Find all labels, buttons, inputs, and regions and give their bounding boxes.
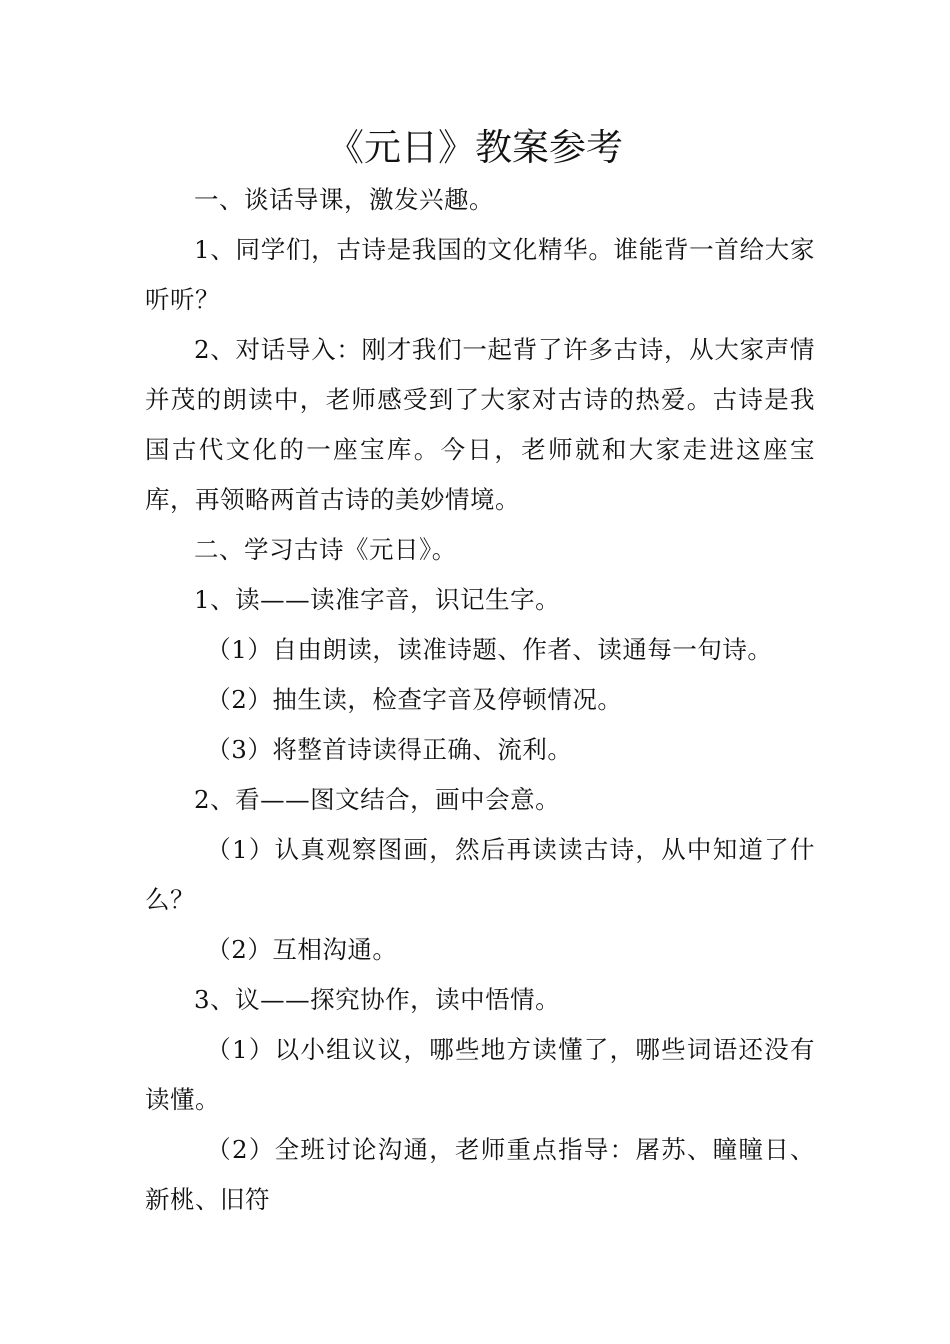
- step-read-item-1: （1）自由朗读，读准诗题、作者、读通每一句诗。: [206, 635, 773, 664]
- document-body: [145, 175, 815, 1225]
- paragraph-2: 2、对话导入：刚才我们一起背了许多古诗，从大家声情并茂的朗读中，老师感受到了大家对古诗的热爱。古诗是我国古代文化的一座宝库。今日，老师就和大家走进这座宝库，再领略两首古诗的美妙情境。: [145, 335, 815, 514]
- step-look: 2、看——图文结合，画中会意。: [194, 785, 561, 814]
- paragraph-1: 1、同学们，古诗是我国的文化精华。谁能背一首给大家听听？: [145, 235, 815, 314]
- section-heading-1: 一、谈话导课，激发兴趣。: [194, 185, 494, 214]
- step-read: 1、读——读准字音，识记生字。: [194, 585, 561, 614]
- step-discuss-item-1: （1）以小组议议，哪些地方读懂了，哪些词语还没有读懂。: [145, 1035, 815, 1114]
- document-title: 《元日》教案参考: [327, 126, 623, 169]
- step-discuss-item-2: （2）全班讨论沟通，老师重点指导：屠苏、瞳瞳日、新桃、旧符: [145, 1135, 815, 1214]
- step-look-item-1: （1）认真观察图画，然后再读读古诗，从中知道了什么？: [145, 835, 815, 914]
- step-look-item-2: （2）互相沟通。: [206, 935, 398, 964]
- step-read-item-3: （3）将整首诗读得正确、流利。: [206, 735, 573, 764]
- section-heading-2: 二、学习古诗《元日》。: [194, 535, 457, 564]
- step-discuss: 3、议——探究协作，读中悟情。: [194, 985, 561, 1014]
- step-read-item-2: （2）抽生读，检查字音及停顿情况。: [206, 685, 623, 714]
